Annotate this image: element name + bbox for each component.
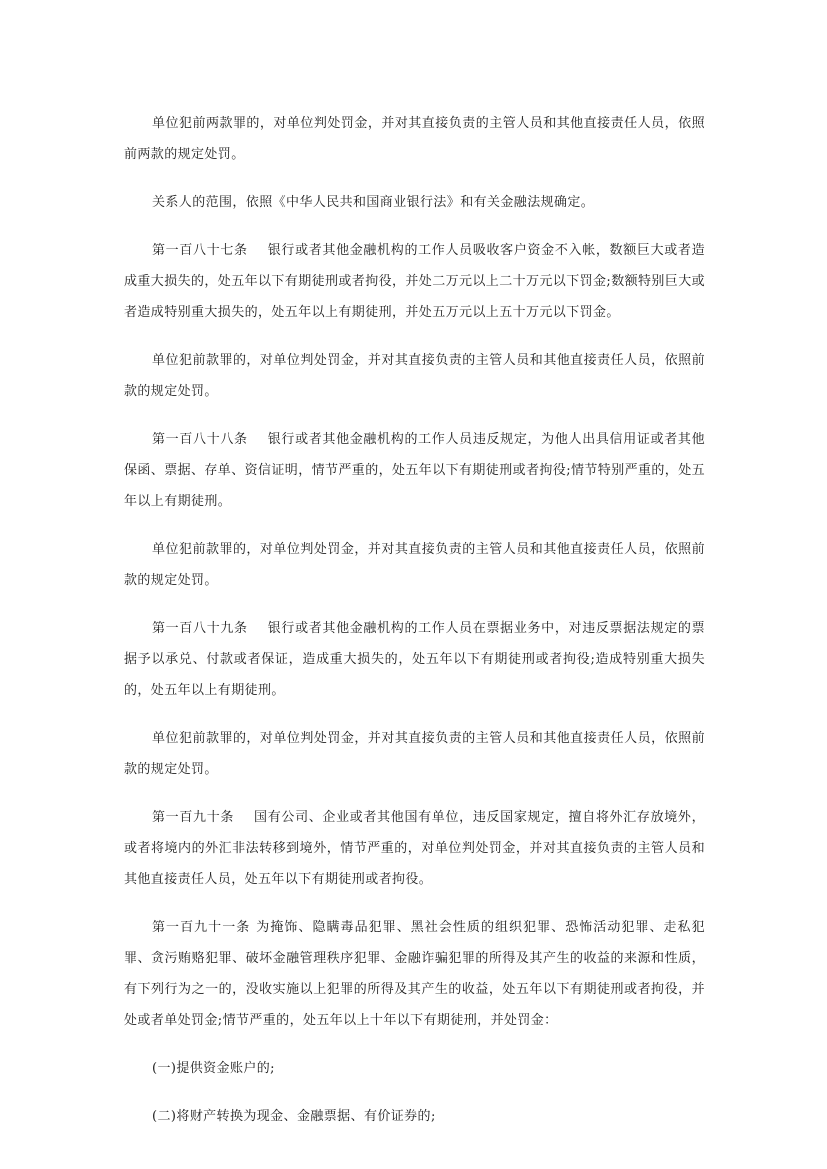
paragraph-text: 关系人的范围，依照《中华人民共和国商业银行法》和有关金融法规确定。 <box>152 195 595 210</box>
paragraph <box>124 345 705 407</box>
article-paragraph <box>124 424 705 517</box>
paragraph <box>124 534 705 596</box>
paragraph <box>124 723 705 785</box>
article-number: 第一百八十八条 <box>152 432 248 447</box>
article-number: 第一百九十条 <box>152 810 235 825</box>
list-item <box>124 1053 705 1084</box>
paragraph-text: 银行或者其他金融机构的工作人员吸收客户资金不入帐，数额巨大或者造成重大损失的，处五年以下有期徒刑或者拘役，并处二万元以上二十万元以下罚金;数额特别巨大或者造成特别重大损失的，处五年以上有期徒刑，并处五万元以上五十万元以下罚金。 <box>124 243 705 320</box>
article-paragraph <box>124 802 705 895</box>
paragraph-text: 银行或者其他金融机构的工作人员在票据业务中，对违反票据法规定的票据予以承兑、付款或者保证，造成重大损失的，处五年以下有期徒刑或者拘役;造成特别重大损失的，处五年以上有期徒刑。 <box>124 621 705 698</box>
article-number: 第一百八十九条 <box>152 621 248 636</box>
article-paragraph <box>124 613 705 706</box>
paragraph-text: 为掩饰、隐瞒毒品犯罪、黑社会性质的组织犯罪、恐怖活动犯罪、走私犯罪、贪污贿赂犯罪、破坏金融管理秩序犯罪、金融诈骗犯罪的所得及其产生的收益的来源和性质，有下列行为之一的，没收实施以上犯罪的所得及其产生的收益，处五年以下有期徒刑或者拘役，并处或者单处罚金;情节严重的，处五年以上十年以下有期徒刑，并处罚金： <box>124 920 705 1028</box>
article-paragraph <box>124 235 705 328</box>
paragraph-text: 单位犯前款罪的，对单位判处罚金，并对其直接负责的主管人员和其他直接责任人员，依照前款的规定处罚。 <box>124 731 705 777</box>
paragraph <box>124 108 705 170</box>
paragraph-text: 银行或者其他金融机构的工作人员违反规定，为他人出具信用证或者其他保函、票据、存单、资信证明，情节严重的，处五年以下有期徒刑或者拘役;情节特别严重的，处五年以上有期徒刑。 <box>124 432 705 509</box>
paragraph-text: 国有公司、企业或者其他国有单位，违反国家规定，擅自将外汇存放境外，或者将境内的外汇非法转移到境外，情节严重的，对单位判处罚金，并对其直接负责的主管人员和其他直接责任人员，处五年以下有期徒刑或者拘役。 <box>124 810 705 887</box>
article-number: 第一百九十一条 <box>152 920 251 935</box>
list-item <box>124 1101 705 1132</box>
paragraph-text: (一)提供资金账户的; <box>152 1061 275 1076</box>
article-paragraph <box>124 912 705 1036</box>
paragraph <box>124 187 705 218</box>
paragraph-text: (二)将财产转换为现金、金融票据、有价证券的; <box>152 1109 436 1124</box>
article-number: 第一百八十七条 <box>152 243 248 258</box>
paragraph-text: 单位犯前两款罪的，对单位判处罚金，并对其直接负责的主管人员和其他直接责任人员，依照前两款的规定处罚。 <box>124 116 705 162</box>
paragraph-text: 单位犯前款罪的，对单位判处罚金，并对其直接负责的主管人员和其他直接责任人员，依照前款的规定处罚。 <box>124 542 705 588</box>
paragraph-text: 单位犯前款罪的，对单位判处罚金，并对其直接负责的主管人员和其他直接责任人员，依照前款的规定处罚。 <box>124 353 705 399</box>
